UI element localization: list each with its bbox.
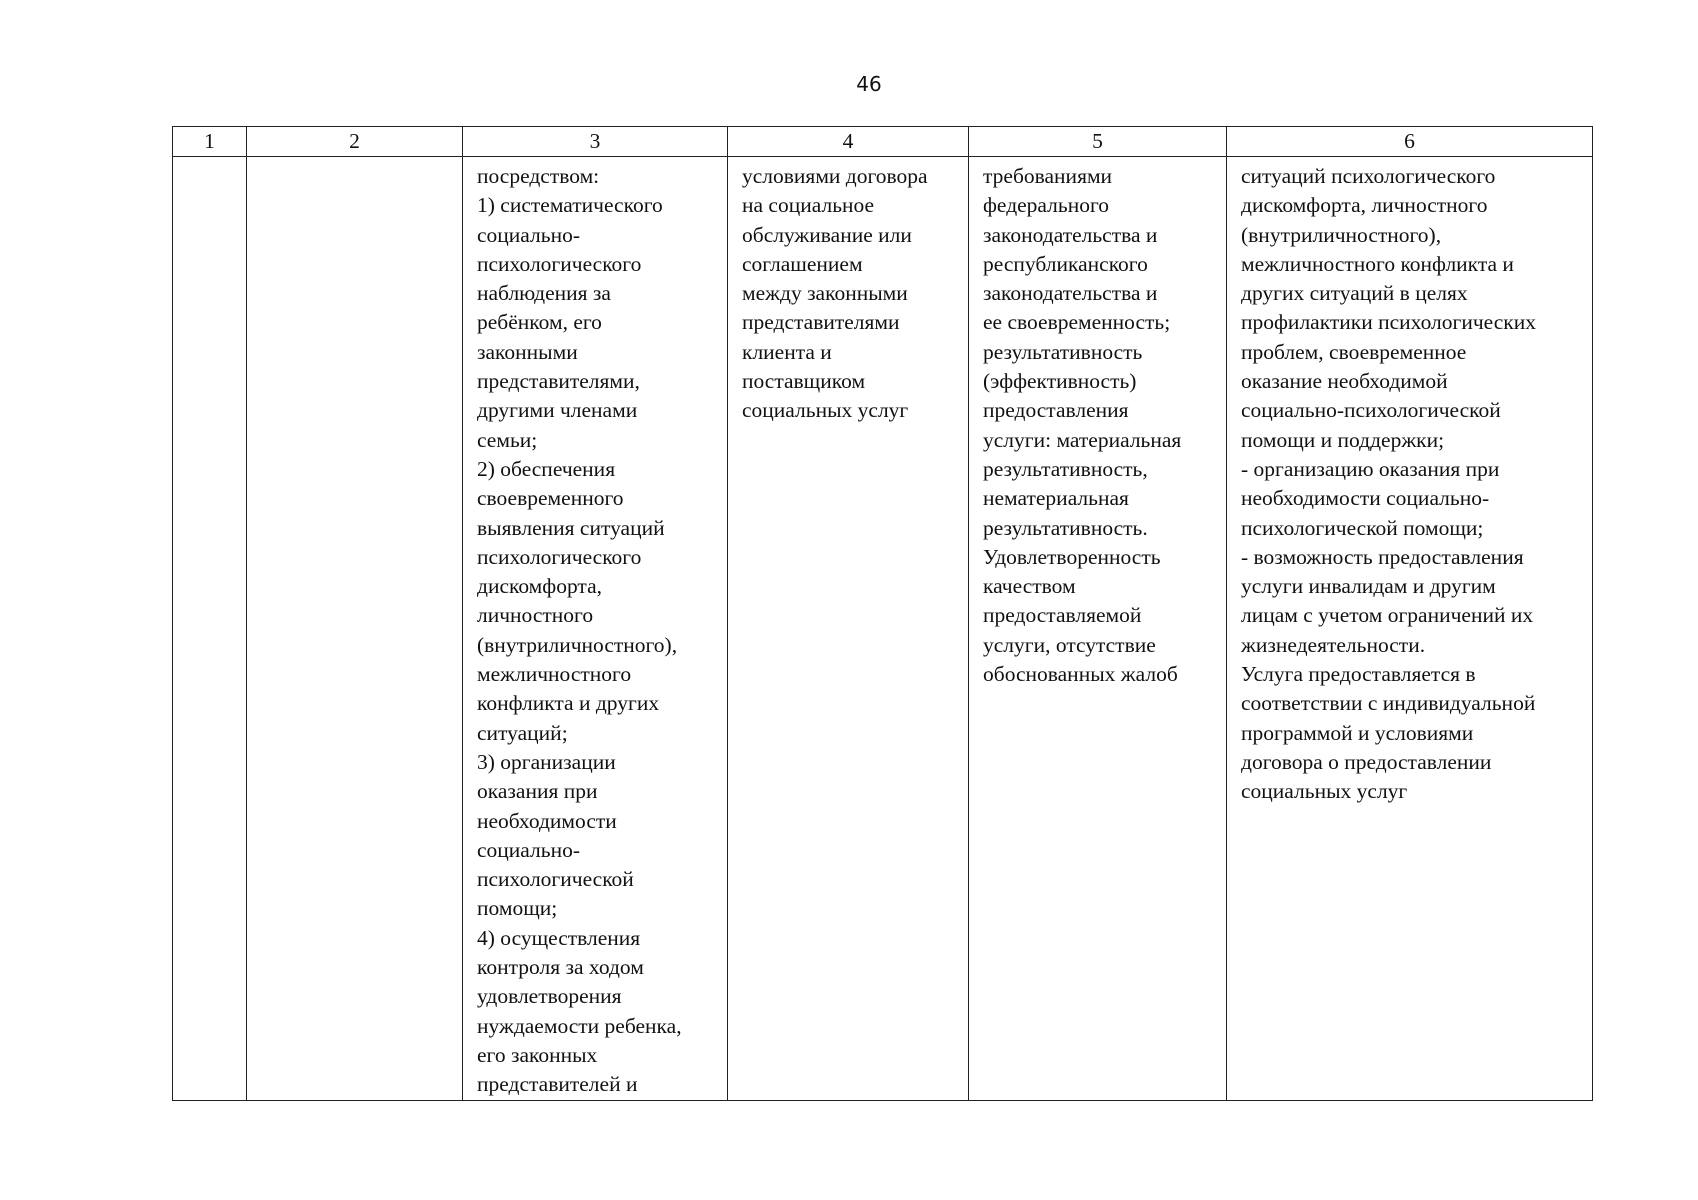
cell-service-content: посредством: 1) систематического социально- психологического наблюдения за ребёнком, его законными представителями, другими членами семьи; 2) обеспечения своевременного выявления ситуаций психологического дискомфорта, личностного (внутриличностного), межличностного конфликта и других ситуаций; 3) организации оказания при необходимости социально- психологической помощи; 4) осуществления контроля за ходом удовлетворения нуждаемости ребенка, его законных представителей и (463, 157, 728, 1101)
table-row (173, 157, 1593, 1101)
header-col-4: 4 (728, 127, 969, 157)
header-col-6: 6 (1227, 127, 1593, 157)
services-table (172, 126, 1593, 1101)
cell-col-1 (173, 157, 247, 1101)
header-col-1: 1 (173, 127, 247, 157)
header-row (173, 127, 1593, 157)
page-number: 46 (856, 72, 882, 96)
cell-quality-indicators: требованиями федерального законодательства и республиканского законодательства и ее своевременность; результативность (эффективность) предоставления услуги: материальная результативность, нематериальная результативность. Удовлетворенность качеством предоставляемой услуги, отсутствие обоснованных жалоб (969, 157, 1227, 1101)
cell-col-2 (247, 157, 463, 1101)
cell-service-conditions: ситуаций психологического дискомфорта, личностного (внутриличностного), межличностного конфликта и других ситуаций в целях профилактики психологических проблем, своевременное оказание необходимой социально-психологической помощи и поддержки; - организацию оказания при необходимости социально- психологической помощи; - возможность предоставления услуги инвалидам и другим лицам с учетом ограничений их жизнедеятельности. Услуга предоставляется в соответствии с индивидуальной программой и условиями договора о предоставлении социальных услуг (1227, 157, 1593, 1101)
cell-service-terms: условиями договора на социальное обслуживание или соглашением между законными представителями клиента и поставщиком социальных услуг (728, 157, 969, 1101)
header-col-3: 3 (463, 127, 728, 157)
header-col-5: 5 (969, 127, 1227, 157)
header-col-2: 2 (247, 127, 463, 157)
